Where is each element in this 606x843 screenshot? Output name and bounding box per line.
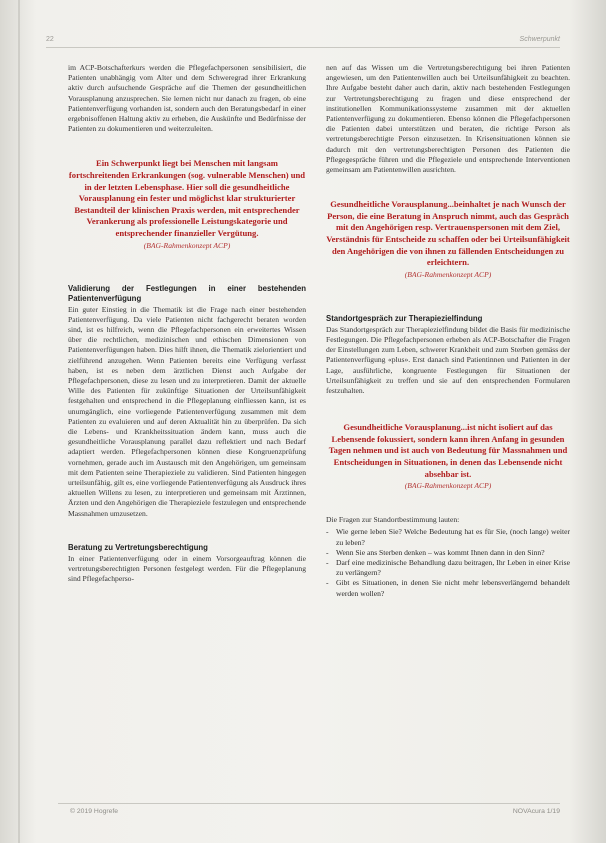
list-item: - Wie gerne leben Sie? Welche Bedeutung hat es für Sie, (noch lange) weiter zu leben? <box>326 527 570 547</box>
section-heading: Standortgespräch zur Therapiezielfindung <box>326 313 483 323</box>
pull-quote-source: (BAG-Rahmenkonzept ACP) <box>143 240 231 250</box>
header-rule <box>46 47 560 48</box>
page-fold-shadow <box>18 0 20 843</box>
list-item: - Gibt es Situationen, in denen Sie nicht mehr lebensverlängernd behandelt werden wollen? <box>326 578 570 598</box>
list-item: - Wenn Sie ans Sterben denken – was kommt Ihnen dann in den Sinn? <box>326 548 570 558</box>
page-number: 22 <box>46 36 54 43</box>
footer-rule <box>58 803 560 804</box>
left-column <box>68 63 306 584</box>
section-heading: Validierung der Festlegungen in einer bestehenden Patientenverfügung <box>68 283 306 303</box>
list-item: - Darf eine medizinische Behandlung dazu beitragen, Ihr Leben in einer Krise zu verlängern? <box>326 558 570 578</box>
body-paragraph: In einer Patientenverfügung oder in einem Vorsorgeauftrag können die vertretungsberechtigten Personen festgelegt werden. Für die Pflegeplanung sind Pflegefachperso- <box>68 553 306 584</box>
body-paragraph: Das Standortgespräch zur Therapiezielfindung bildet die Basis für medizinische Festlegungen. Die Pflegefachpersonen erheben als ACP-Botschafter die Fragen der Einstellungen zum Leben, schwerer Krankheit und zum Sterben gemäss der Patientenverfügung «plus». Erst danach sind Patientinnen und Patienten in der Lage, ausführliche, kongruente Festlegungen für Situationen der Urteilsunfähigkeit zu treffen und sie auf den entsprechenden Formularen festzuhalten. <box>326 324 570 396</box>
running-footer <box>58 808 560 820</box>
running-header <box>46 36 560 50</box>
journal-issue: NOVAcura 1/19 <box>512 808 560 815</box>
section-heading: Beratung zu Vertretungsberechtigung <box>68 542 208 552</box>
body-paragraph: im ACP-Botschafterkurs werden die Pflegefachpersonen sensibilisiert, die Patienten unabhängig vom Alter und dem Schweregrad ihrer Erkrankung aktiv durch aufsuchende Gespräche auf die Themen der gesundheitlichen Vorausplanung anzusprechen. Sie lernen nicht nur danach zu fragen, ob eine Patientenverfügung vorhanden ist, sondern auch den Beratungsbedarf in einer ergebnisoffenen Haltung aktiv zu erheben, die Auskünfte und Bedürfnisse der Patienten zu dokumentieren und weiterzuleiten. <box>68 63 306 134</box>
list-intro: Die Fragen zur Standortbestimmung lauten: <box>326 515 460 525</box>
pull-quote <box>326 422 570 491</box>
pull-quote <box>68 158 306 250</box>
copyright: © 2019 Hogrefe <box>70 808 119 815</box>
question-list <box>326 527 570 598</box>
right-column <box>326 63 570 599</box>
pull-quote-text: Gesundheitliche Vorausplanung...beinhaltet je nach Wunsch der Person, die eine Beratung in Anspruch nimmt, auch das Gespräch mit den Angehörigen resp. Vertrauenspersonen mit dem Ziel, Verständnis für Entscheide zu schaffen oder bei Urteilsunfähigkeit den Angehörigen die von ihnen zu fällenden Entscheidungen zu erleichtern. <box>326 199 570 268</box>
pull-quote <box>326 199 570 280</box>
pull-quote-source: (BAG-Rahmenkonzept ACP) <box>404 269 492 279</box>
body-paragraph: nen auf das Wissen um die Vertretungsberechtigung bei ihren Patienten angewiesen, um den Patientenwillen auch bei Urteilsunfähigkeit zu beachten. Ihre Aufgabe besteht daher auch darin, aktiv nach bestehenden Festlegungen zur Vertretungsberechtigung zu fragen und diese entsprechend der institutionellen Kommunikationssysteme zusammen mit der aktuellen Patientenverfügung zu dokumentieren. Ebenso können die Pflegefachpersonen die Patienten dabei unterstützen und beraten, die richtige Person als vertretungsberechtigte Person einzusetzen. In Krisensituationen können sie dadurch mit den vertretungsberechtigten Personen des Patienten die Pflegegespräche führen und die Pflegeziele und entsprechende Interventionen gemeinsam am Patientenwillen ausrichten. <box>326 63 570 175</box>
pull-quote-source: (BAG-Rahmenkonzept ACP) <box>404 481 492 491</box>
section-title: Schwerpunkt <box>519 36 560 43</box>
pull-quote-text: Gesundheitliche Vorausplanung...ist nicht isoliert auf das Lebensende fokussiert, sondern kann ihren Anfang in gesunden Tagen nehmen und ist auch von Bedeutung für Massnahmen und Entscheidungen in Situationen, in denen das Lebensende nicht absehbar ist. <box>328 422 568 479</box>
body-paragraph: Ein guter Einstieg in die Thematik ist die Frage nach einer bestehenden Patientenverfügung. Da viele Patienten nicht fachgerecht beraten worden sind, ist es hilfreich, wenn die Pflegefachpersonen ein erweitertes Wissen über die rechtlichen, medizinischen und ethischen Dimensionen von Patientenverfügungen haben. Dies hilft ihnen, die Thematik zielorientiert und zielführend anzugehen. Wenn Patienten bereits eine Verfügung verfasst haben, ist es neben dem ärztlichen Dienst auch Aufgabe der Pflegefachpersonen, diese zu lesen und zu interpretieren. Damit der aktuelle Wille des Patienten für zukünftige Situationen der Urteilsunfähigkeit festgehalten und entsprechend in die Pflegeplanung einfliessen kann, ist es unumgänglich, eine vorliegende Patientenverfügung zusammen mit dem Patienten zu evaluieren und auf deren Aktualität hin zu überprüfen. Da sich die Lebens- und Krankheitssituation ändern kann, muss auch die gesundheitliche Vorausplanung parallel dazu reflektiert und nach Bedarf adaptiert werden. Pflegefachpersonen können diese Kongruenzprüfung vornehmen, gerade auch im Austausch mit den Angehörigen, um gemeinsam mit dem Patienten seine Therapieziele zu validieren. Sind Patienten hingegen urteilsunfähig, gilt es, eine vorliegende Patientenverfügung als Ausdruck ihres aktuellen Willens zu lesen, zu interpretieren und gemeinsam mit Ärztinnen, Ärzten und den Angehörigen die Therapieziele festzulegen und entsprechende Massnahmen umzusetzen. <box>68 304 306 518</box>
pull-quote-text: Ein Schwerpunkt liegt bei Menschen mit langsam fortschreitenden Erkrankungen (sog. vulnerable Menschen) und in der letzten Lebensphase. Hier soll die gesundheitliche Vorausplanung ein fester und möglichst klar strukturierter Bestandteil der klinischen Praxis werden, mit entsprechender Verankerung als professionelle Leistungskategorie und entsprechender finanzieller Vergütung. <box>68 158 306 238</box>
